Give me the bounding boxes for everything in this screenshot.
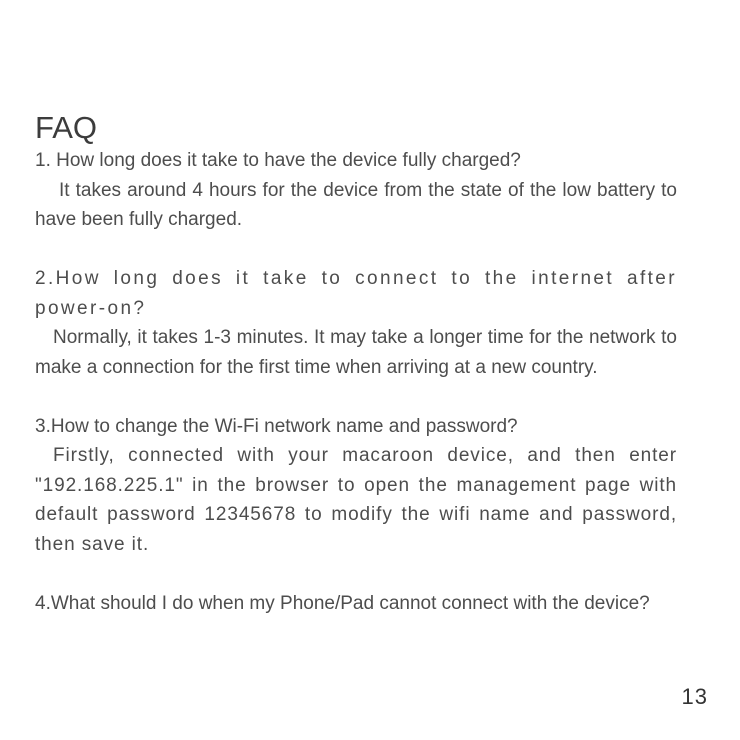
faq-question-3: 3.How to change the Wi-Fi network name and password? (35, 415, 518, 437)
faq-answer-1: It takes around 4 hours for the device from the state of the low battery to have been fully charged. (35, 179, 677, 230)
faq-question-4: 4.What should I do when my Phone/Pad cannot connect with the device? (35, 592, 650, 614)
faq-answer-3: Firstly, connected with your macaroon device, and then enter "192.168.225.1" in the browser to open the management page with default password 12345678 to modify the wifi name and password, then save it. (35, 445, 677, 555)
spacer (35, 382, 677, 412)
page-number: 13 (681, 684, 708, 709)
faq-answer-2: Normally, it takes 1-3 minutes. It may take a longer time for the network to make a connection for the first time when arriving at a new country. (35, 327, 677, 378)
faq-page (35, 110, 677, 618)
page-title: FAQ (35, 110, 98, 145)
faq-question-2: 2.How long does it take to connect to the internet after power-on? (35, 268, 677, 319)
faq-question-1: 1. How long does it take to have the device fully charged? (35, 150, 521, 171)
spacer (35, 235, 677, 265)
spacer (35, 559, 677, 589)
